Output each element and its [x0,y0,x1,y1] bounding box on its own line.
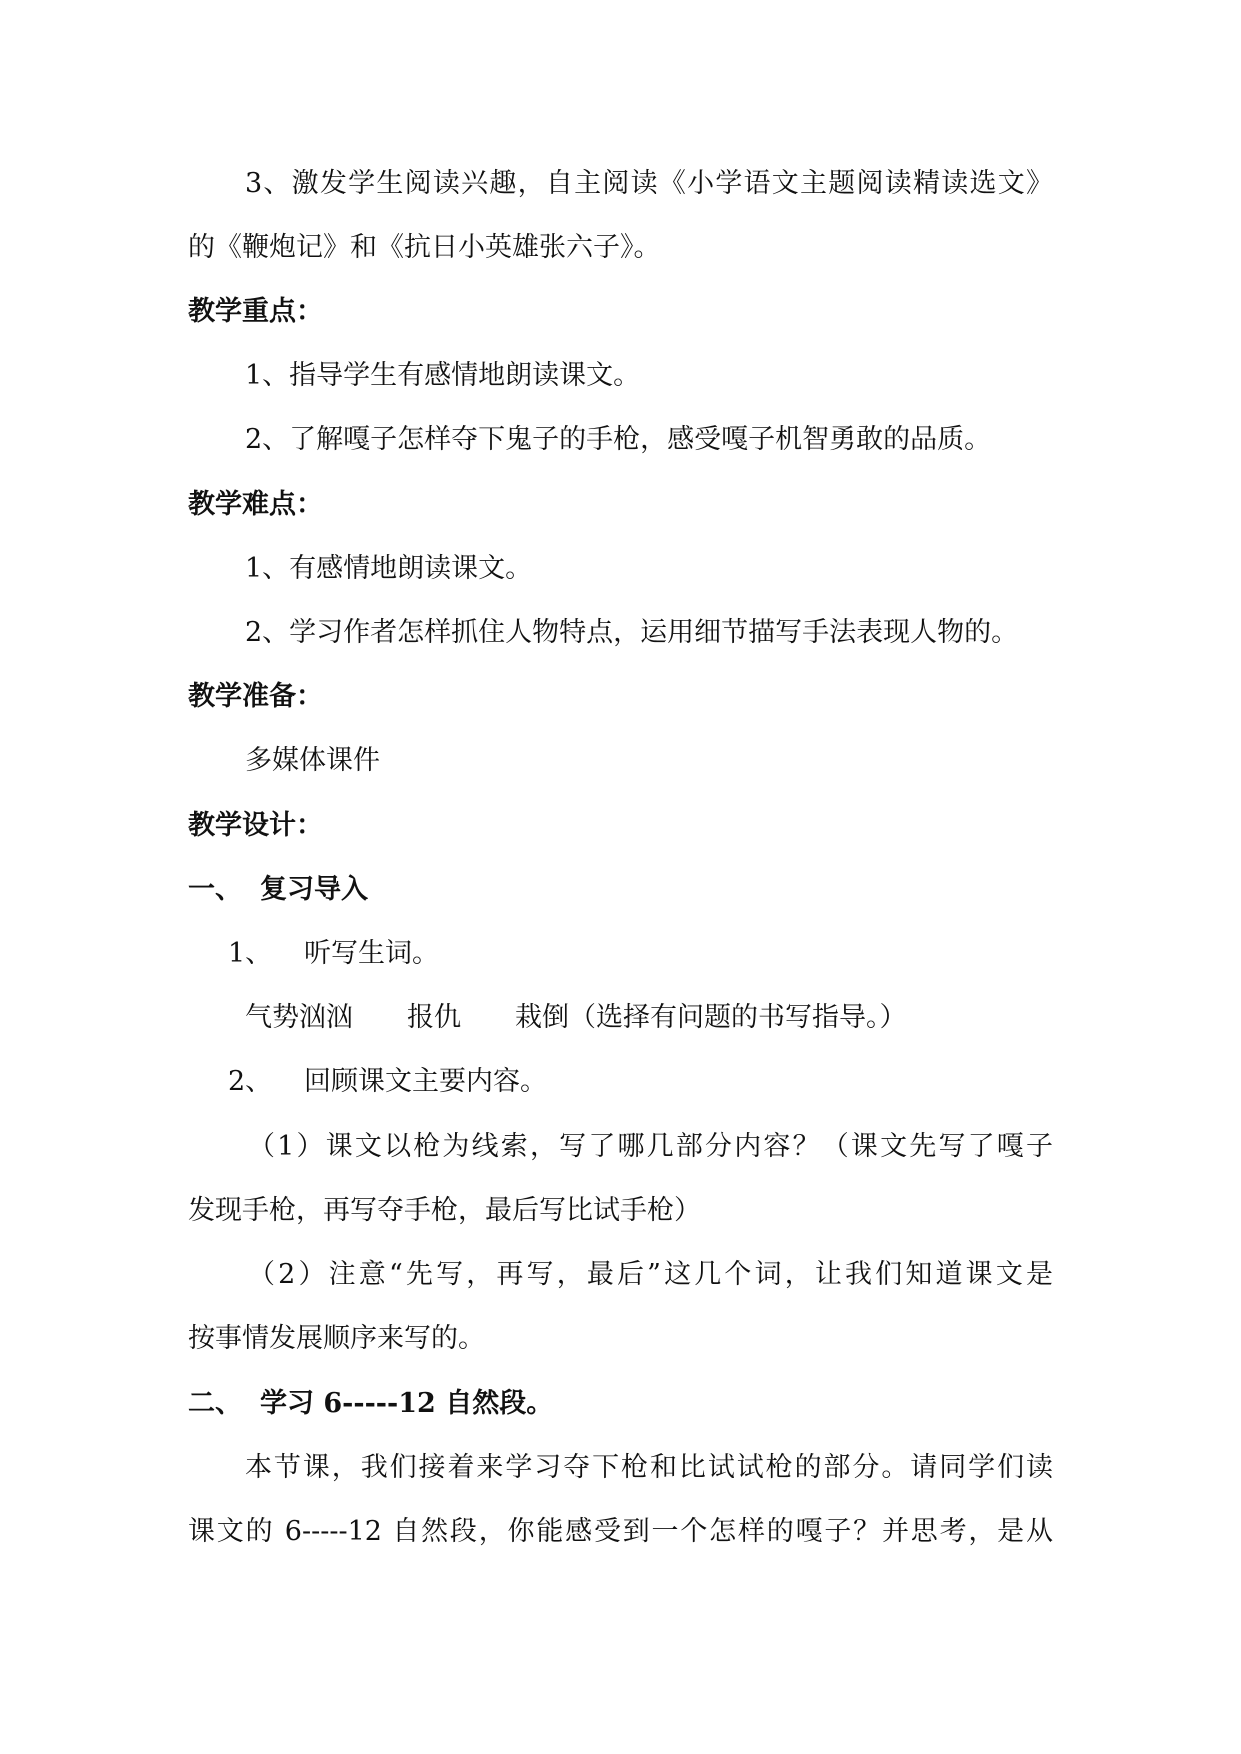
heading-difficulties: 教学难点： [188,489,323,520]
key-point-1: 1、指导学生有感情地朗读课文。 [245,360,641,391]
dictation-words: 气势汹汹 报仇 栽倒（选择有问题的书写指导。） [245,1002,907,1033]
key-point-2: 2、了解嘎子怎样夺下鬼子的手枪，感受嘎子机智勇敢的品质。 [245,424,992,455]
heading-key-points: 教学重点： [188,296,323,327]
section-1-heading [0,870,1241,910]
question-2-line-2: 按事情发展顺序来写的。 [188,1323,485,1354]
step-2 [0,1062,1241,1102]
difficulty-2: 2、学习作者怎样抓住人物特点，运用细节描写手法表现人物的。 [245,617,1019,648]
step-2-text: 回顾课文主要内容。 [304,1066,547,1097]
objective-3-line-2: 的《鞭炮记》和《抗日小英雄张六子》。 [188,232,661,263]
step-2-number: 2、 [228,1066,273,1097]
step-1 [0,934,1241,974]
question-2-line-1: （2）注意“先写，再写，最后”这几个词，让我们知道课文是 [248,1259,1053,1290]
heading-design: 教学设计： [188,810,323,841]
question-1-line-2: 发现手枪，再写夺手枪，最后写比试手枪） [188,1195,701,1226]
section-2-heading [0,1384,1241,1424]
section-2-para-line-1: 本节课，我们接着来学习夺下枪和比试试枪的部分。请同学们读 [245,1452,1053,1483]
step-1-text: 听写生词。 [304,938,439,969]
heading-preparation: 教学准备： [188,681,323,712]
preparation-text: 多媒体课件 [245,745,380,776]
section-2-number: 二、 [188,1388,242,1419]
section-1-number: 一、 [188,874,242,905]
difficulty-1: 1、有感情地朗读课文。 [245,553,533,584]
section-1-title: 复习导入 [260,874,368,905]
section-2-para-line-2: 课文的 6-----12 自然段，你能感受到一个怎样的嘎子？并思考，是从 [188,1516,1053,1547]
step-1-number: 1、 [228,938,273,969]
question-1-line-1: （1）课文以枪为线索，写了哪几部分内容？（课文先写了嘎子 [248,1131,1053,1162]
section-2-title: 学习 6-----12 自然段。 [260,1388,554,1419]
objective-3-line-1: 3、激发学生阅读兴趣，自主阅读《小学语文主题阅读精读选文》 [245,168,1053,199]
